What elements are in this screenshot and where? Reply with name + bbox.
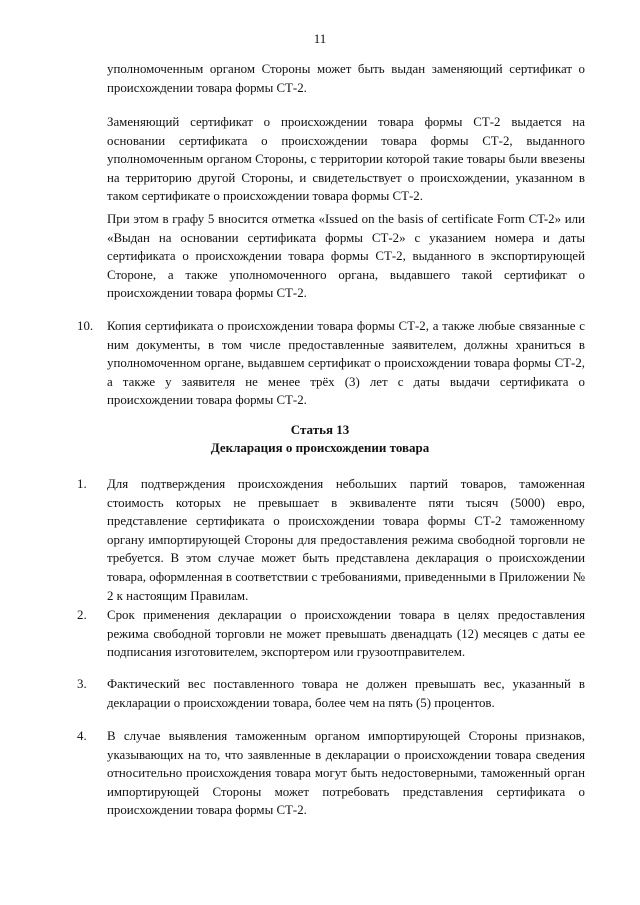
- item-text: Копия сертификата о происхождении товара формы СТ-2, а также любые связанные с ним документы, в том числе предоставленные заявителем, должны храниться в уполномоченном органе, выдавшем сертификат о происхождении товара формы СТ-2, а также у заявителя не менее трёх (3) лет с даты выдачи сертификата о происхождении товара формы СТ-2.: [107, 319, 585, 408]
- item-text: Фактический вес поставленного товара не должен превышать вес, указанный в декларации о происхождении товара, более чем на пять (5) процентов.: [107, 677, 585, 710]
- intro-paragraph-2: Заменяющий сертификат о происхождении товара формы СТ-2 выдается на основании сертификата о происхождении товара формы СТ-2, выданного уполномоченным органом Стороны, с территории которой такие товары были ввезены на территорию другой Стороны, и свидетельствует о происхождении, указанном в таком сертификате о происхождении товара формы СТ-2.: [107, 115, 585, 204]
- page-number: 11: [313, 31, 327, 46]
- item-number: 2.: [77, 608, 87, 622]
- item-text: Для подтверждения происхождения небольших партий товаров, таможенная стоимость которых не превышает в эквиваленте пяти тысяч (5000) евро, представление сертификата о происхождении товара формы СТ-2 таможенному органу импортирующей Стороны для предоставления режима свободной торговли не требуется. В этом случае может быть представлена декларация о происхождении товара, оформленная в соответствии с требованиями, приведенными в Приложении № 2 к настоящим Правилам.: [107, 477, 585, 603]
- item-number: 1.: [77, 477, 87, 491]
- intro-paragraph-1: уполномоченным органом Стороны может быть выдан заменяющий сертификат о происхождении товара формы СТ-2.: [107, 62, 585, 95]
- intro-paragraph-3: При этом в графу 5 вносится отметка «Issued on the basis of certificate Form CT-2» или «Выдан на основании сертификата формы СТ-2» с указанием номера и даты сертификата о происхождении товара формы СТ-2, выданного в экспортирующей Стороне, а также уполномоченного органа, выдавшего такой сертификат о происхождении товара формы СТ-2.: [107, 212, 585, 301]
- article-title: Статья 13: [290, 422, 350, 437]
- item-number: 3.: [77, 677, 87, 691]
- item-text: Срок применения декларации о происхождении товара в целях предоставления режима свободной торговли не может превышать двенадцать (12) месяцев с даты ее подписания изготовителем, экспортером или грузоотправителем.: [107, 608, 585, 660]
- item-number: 4.: [77, 729, 87, 743]
- item-number: 10.: [77, 319, 94, 333]
- item-text: В случае выявления таможенным органом импортирующей Стороны признаков, указывающих на то, что заявленные в декларации о происхождении товара сведения относительно происхождения товара могут быть недостоверными, таможенный орган импортирующей Стороны может потребовать представления сертификата о происхождении товара формы СТ-2.: [107, 729, 585, 818]
- article-subtitle: Декларация о происхождении товара: [210, 440, 430, 455]
